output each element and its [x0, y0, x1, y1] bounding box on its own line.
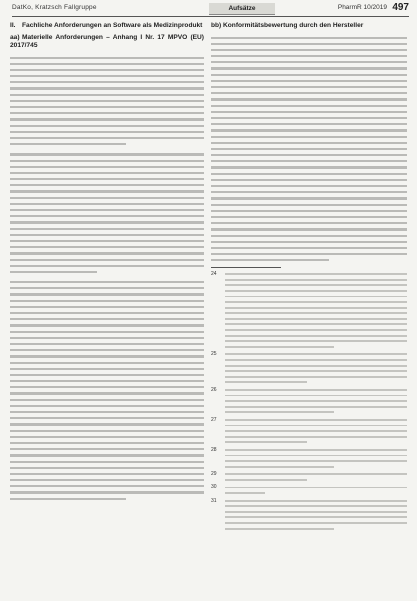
section-heading: II. Fachliche Anforderungen an Software als Medizinprodukt	[10, 22, 203, 29]
footnote: 25	[211, 351, 407, 385]
footnote: 27	[211, 417, 407, 445]
body-paragraph	[10, 279, 204, 502]
body-paragraph	[10, 54, 204, 147]
section-label: Aufsätze	[209, 3, 275, 15]
footnote-rule	[211, 267, 281, 268]
subsection-heading: aa) Materielle Anforderungen – Anhang I Nr. 17 MPVO (EU) 2017/745	[10, 34, 204, 49]
footnote: 28	[211, 447, 407, 469]
footnote: 24	[211, 271, 407, 349]
running-header	[12, 4, 409, 16]
footnote: 29	[211, 471, 407, 482]
page-number: 497	[392, 2, 409, 13]
footnote: 26	[211, 387, 407, 415]
footnote: 31	[211, 498, 407, 532]
subsection-heading: bb) Konformitätsbewertung durch den Hersteller	[211, 22, 364, 29]
body-paragraph	[211, 34, 407, 263]
left-column	[10, 22, 204, 505]
body-paragraph	[10, 151, 204, 275]
journal-label: DatKo, Kratzsch Fallgruppe	[12, 4, 97, 11]
footnote: 30	[211, 484, 407, 495]
header-rule	[12, 16, 409, 17]
right-column	[211, 22, 407, 533]
issue-label: PharmR 10/2019	[337, 4, 387, 11]
